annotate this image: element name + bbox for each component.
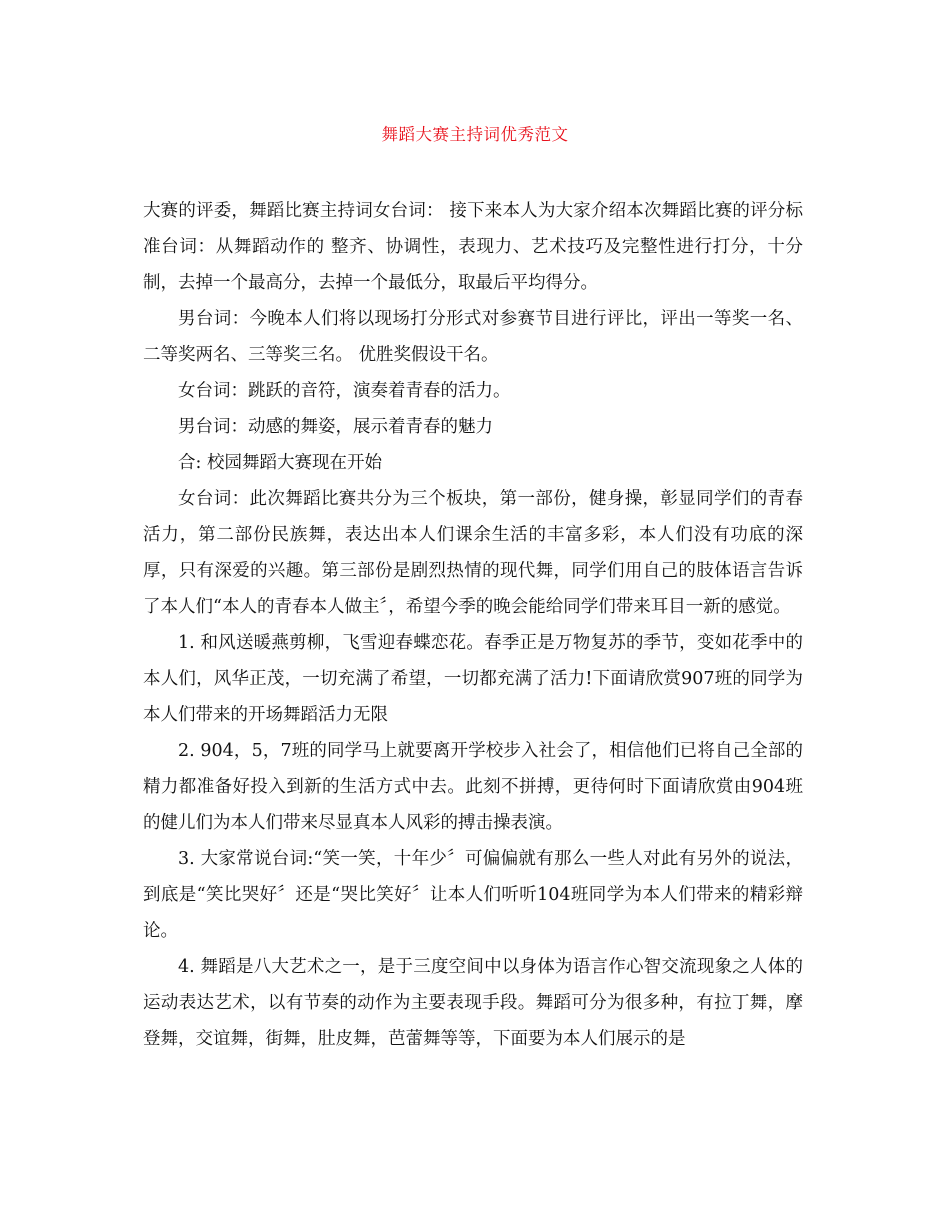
document-body — [143, 193, 803, 1057]
paragraph: 4. 舞蹈是八大艺术之一，是于三度空间中以身体为语言作心智交流现象之人体的运动表达艺术，以有节奏的动作为主要表现手段。舞蹈可分为很多种，有拉丁舞，摩登舞，交谊舞，街舞，肚皮舞，芭蕾舞等等，下面要为本人们展示的是 — [143, 957, 803, 1049]
paragraph: 合: 校园舞蹈大赛现在开始 — [178, 453, 382, 473]
paragraph: 3. 大家常说台词:“笑一笑，十年少〞可偏偏就有那么一些人对此有另外的说法，到底是“笑比哭好〞还是“哭比笑好〞让本人们听听104班同学为本人们带来的精彩辩论。 — [143, 849, 803, 941]
paragraph: 大赛的评委，舞蹈比赛主持词女台词： 接下来本人为大家介绍本次舞蹈比赛的评分标准台词：从舞蹈动作的 整齐、协调性，表现力、艺术技巧及完整性进行打分，十分制，去掉一个最高分，去掉一个最低分，取最后平均得分。 — [143, 201, 803, 293]
paragraph: 女台词：跳跃的音符，演奏着青春的活力。 — [178, 381, 511, 401]
paragraph: 2. 904，5，7班的同学马上就要离开学校步入社会了，相信他们已将自己全部的精力都准备好投入到新的生活方式中去。此刻不拼搏，更待何时下面请欣赏由904班的健儿们为本人们带来尽显真本人风彩的搏击操表演。 — [143, 741, 803, 833]
paragraph: 男台词：动感的舞姿，展示着青春的魅力 — [178, 417, 493, 437]
document-title: 舞蹈大赛主持词优秀范文 — [381, 125, 569, 144]
paragraph: 男台词：今晚本人们将以现场打分形式对参赛节目进行评比，评出一等奖一名、二等奖两名、三等奖三名。 优胜奖假设干名。 — [143, 309, 803, 365]
paragraph: 女台词：此次舞蹈比赛共分为三个板块，第一部份，健身操，彰显同学们的青春活力，第二部份民族舞，表达出本人们课余生活的丰富多彩，本人们没有功底的深厚，只有深爱的兴趣。第三部份是剧烈热情的现代舞，同学们用自己的肢体语言告诉了本人们“本人的青春本人做主〞，希望今季的晚会能给同学们带来耳目一新的感觉。 — [143, 489, 803, 617]
paragraph: 1. 和风送暖燕剪柳，飞雪迎春蝶恋花。春季正是万物复苏的季节，变如花季中的本人们，风华正茂，一切充满了希望，一切都充满了活力!下面请欣赏907班的同学为本人们带来的开场舞蹈活力无限 — [143, 633, 803, 725]
